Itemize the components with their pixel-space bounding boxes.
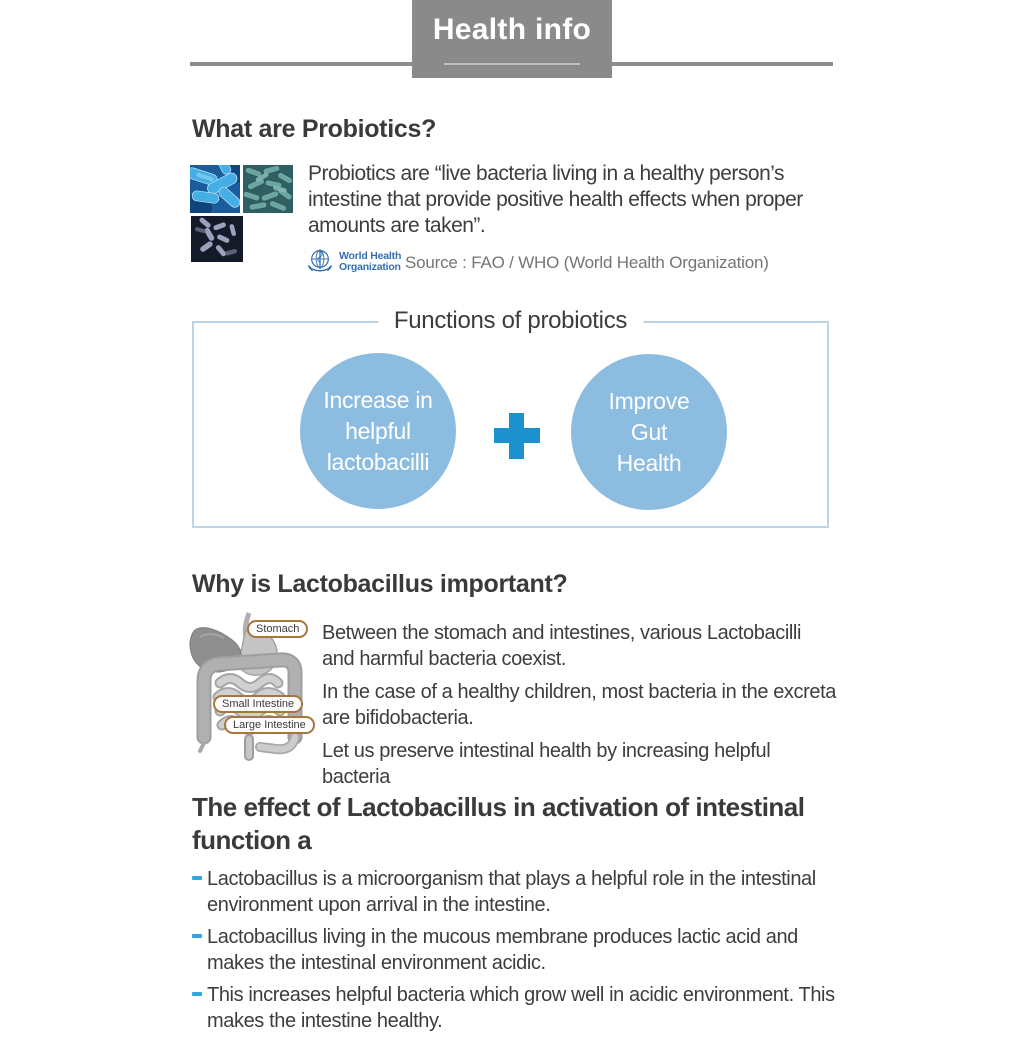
source-attribution: Source : FAO / WHO (World Health Organization) [405,253,769,272]
bacteria-image-collage [190,165,296,263]
dash-bullet-icon [192,934,202,938]
functions-panel-title: Functions of probiotics [378,307,643,335]
bullet-text: This increases helpful bacteria which grow well in acidic environment. This makes the intestine healthy. [207,984,835,1032]
section-heading-lactobacillus: Why is Lactobacillus important? [192,570,568,598]
benefit-circle-gut-health [571,354,727,510]
bullet-item [192,866,840,918]
diagram-label-large-intestine: Large Intestine [224,716,315,734]
dark-bacteria-image [191,216,243,262]
benefit-circle-2-line2: Gut [630,418,668,445]
section-heading-effect: The effect of Lactobacillus in activation of intestinal function a [192,792,805,855]
dash-bullet-icon [192,876,202,880]
teal-bacteria-image [243,165,293,213]
page-title: Health info [432,13,592,46]
bullet-text: Lactobacillus living in the mucous membrane produces lactic acid and makes the intestinal environment acidic. [207,926,798,974]
blue-bacteria-image [190,165,240,213]
effect-bullet-list [192,866,840,1040]
lactobacillus-paragraphs [322,620,838,797]
bullet-text: Lactobacillus is a microorganism that plays a helpful role in the intestinal environment upon arrival in the intestine. [207,868,816,916]
lactobacillus-paragraph-2: In the case of a healthy children, most bacteria in the excreta are bifidobacteria. [322,681,836,729]
section-heading-probiotics: What are Probiotics? [192,115,437,143]
bullet-item [192,924,840,976]
who-wordmark [339,251,401,273]
functions-of-probiotics-panel [192,307,829,528]
benefit-circle-1-line3: lactobacilli [326,448,430,475]
lactobacillus-paragraph-1: Between the stomach and intestines, various Lactobacilli and harmful bacteria coexist. [322,622,801,670]
who-wordmark-line2: Organization [339,261,401,273]
bullet-item [192,982,840,1034]
benefit-circle-2-line1: Improve [608,387,690,414]
diagram-label-small-intestine: Small Intestine [213,695,303,713]
probiotics-definition-paragraph: Probiotics are “live bacteria living in a healthy person’s intestine that provide positive health effects when proper amounts are taken”. [308,162,803,237]
lactobacillus-paragraph-3: Let us preserve intestinal health by increasing helpful bacteria [322,740,771,788]
benefit-circle-lactobacilli [300,353,456,509]
diagram-label-stomach: Stomach [247,620,308,638]
benefit-circle-1-line1: Increase in [323,386,433,413]
who-wordmark-line1: World Health [339,250,402,262]
who-emblem-icon [306,248,334,276]
plus-icon [509,413,524,459]
title-underline [444,63,580,65]
page-title-banner [412,0,612,78]
dash-bullet-icon [192,992,202,996]
benefit-circle-1-line2: helpful [345,417,411,444]
benefit-circle-2-line3: Health [616,449,682,476]
